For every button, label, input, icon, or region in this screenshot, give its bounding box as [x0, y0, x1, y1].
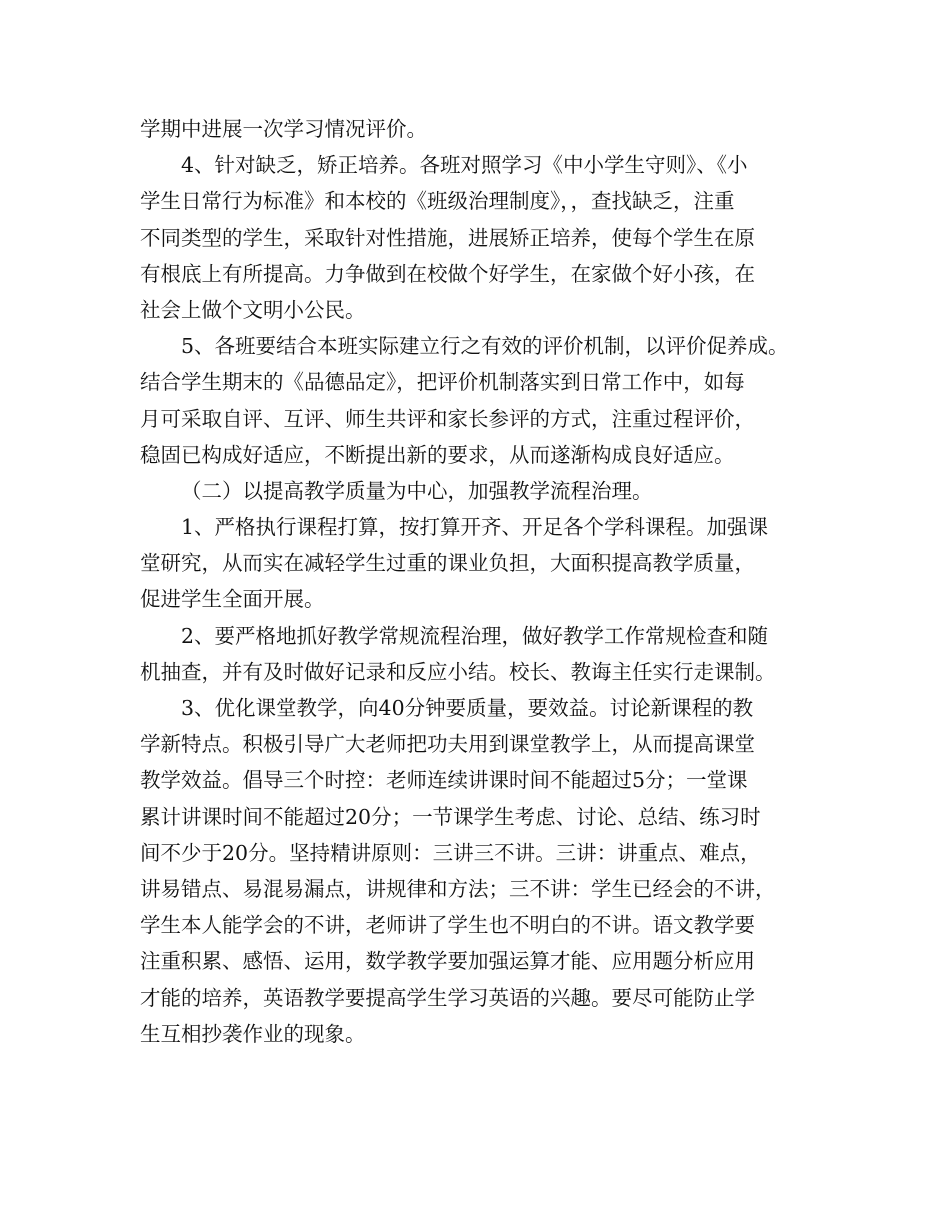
text-line: 机抽查，并有及时做好记录和反应小结。校长、教诲主任实行走课制。 — [140, 659, 776, 684]
text-line: 有根底上有所提高。力争做到在校做个好学生，在家做个好小孩，在 — [140, 261, 755, 286]
section-heading: （二）以提高教学质量为中心，加强教学流程治理。 — [181, 478, 653, 503]
text-line: 堂研究，从而实在减轻学生过重的课业负担，大面积提高教学质量， — [140, 551, 755, 576]
text-line: 结合学生期末的《品德品定》，把评价机制落实到日常工作中，如每 — [140, 370, 745, 395]
text-line: 讲易错点、易混易漏点，讲规律和方法；三不讲：学生已经会的不讲， — [140, 876, 776, 901]
paragraph-5-line: 5、各班要结合本班实际建立行之有效的评价机制，以评价促养成。 — [181, 334, 789, 359]
text-line: 累计讲课时间不能超过20分；一节课学生考虑、讨论、总结、练习时 — [140, 804, 761, 829]
text-line: 学期中进展一次学习情况评价。 — [140, 117, 427, 141]
text-line: 注重积累、感悟、运用，数学教学要加强运算才能、应用题分析应用 — [140, 949, 755, 974]
text-line: 促进学生全面开展。 — [140, 587, 325, 612]
text-line: 不同类型的学生，采取针对性措施，进展矫正培养，使每个学生在原 — [140, 225, 755, 250]
text-line: 学生日常行为标准》和本校的《班级治理制度》，，查找缺乏，注重 — [140, 189, 735, 214]
text-line: 稳固已构成好适应，不断提出新的要求，从而遂渐构成良好适应。 — [140, 442, 735, 467]
text-line: 学生本人能学会的不讲，老师讲了学生也不明白的不讲。语文教学要 — [140, 913, 755, 938]
paragraph-1-line: 1、严格执行课程打算，按打算开齐、开足各个学科课程。加强课 — [181, 515, 769, 540]
text-line: 社会上做个文明小公民。 — [140, 297, 366, 322]
document-body — [140, 111, 830, 1052]
text-line: 间不少于20分。坚持精讲原则：三讲三不讲。三讲：讲重点、难点， — [140, 840, 761, 865]
text-line: 学新特点。积极引导广大老师把功夫用到课堂教学上，从而提高课堂 — [140, 732, 755, 757]
text-line: 月可采取自评、互评、师生共评和家长参评的方式，注重过程评价， — [140, 406, 755, 431]
paragraph-4-line: 4、针对缺乏，矫正培养。各班对照学习《中小学生守则》、《小 — [181, 153, 748, 178]
text-line: 才能的培养，英语教学要提高学生学习英语的兴趣。要尽可能防止学 — [140, 985, 755, 1010]
text-line: 教学效益。倡导三个时控：老师连续讲课时间不能超过5分；一堂课 — [140, 768, 748, 793]
paragraph-3-line: 3、优化课堂教学，向40分钟要质量，要效益。讨论新课程的教 — [181, 696, 754, 720]
paragraph-2-line: 2、要严格地抓好教学常规流程治理，做好教学工作常规检查和随 — [181, 623, 769, 648]
text-line: 生互相抄袭作业的现象。 — [140, 1021, 366, 1046]
